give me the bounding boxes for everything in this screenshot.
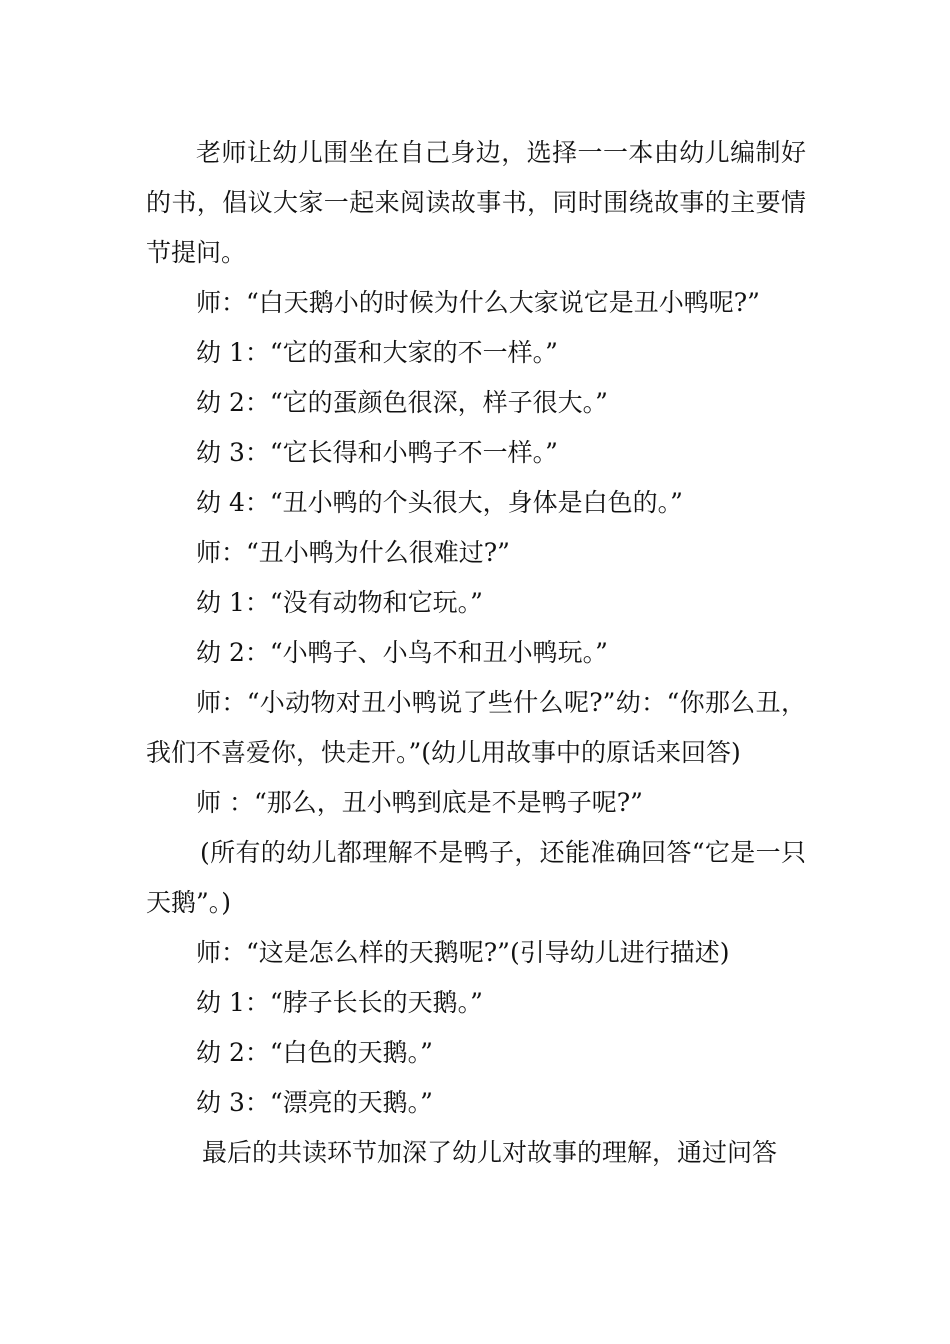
paragraph-child-answer-6: 幼 2：“小鸭子、小鸟不和丑小鸭玩。” [196,638,608,667]
paragraph-teacher-question-5: 师：“这是怎么样的天鹅呢?”(引导幼儿进行描述) [196,938,730,967]
paragraph-child-answer-1: 幼 1：“它的蛋和大家的不一样。” [196,338,558,367]
paragraph-child-answer-5: 幼 1：“没有动物和它玩。” [196,588,483,617]
paragraph-teacher-question-2: 师：“丑小鸭为什么很难过?” [196,538,510,567]
document-body [146,128,806,1178]
paragraph-teacher-question-4: 师 ：“那么，丑小鸭到底是不是鸭子呢?” [196,788,643,817]
paragraph-child-answer-7: 幼 1：“脖子长长的天鹅。” [196,988,483,1017]
paragraph-child-answer-8: 幼 2：“白色的天鹅。” [196,1038,433,1067]
paragraph-teacher-question-3: 师：“小动物对丑小鸭说了些什么呢?”幼：“你那么丑，我们不喜爱你，快走开。”(幼儿用故事中的原话来回答) [146,688,806,767]
paragraph-intro: 老师让幼儿围坐在自己身边，选择一一本由幼儿编制好的书，倡议大家一起来阅读故事书，同时围绕故事的主要情节提问。 [146,138,806,267]
paragraph-child-answer-2: 幼 2：“它的蛋颜色很深，样子很大。” [196,388,608,417]
paragraph-child-answer-4: 幼 4：“丑小鸭的个头很大，身体是白色的。” [196,488,683,517]
paragraph-conclusion: 最后的共读环节加深了幼儿对故事的理解，通过问答 [202,1138,778,1167]
paragraph-teacher-question-1: 师：“白天鹅小的时候为什么大家说它是丑小鸭呢?” [196,288,760,317]
paragraph-note: (所有的幼儿都理解不是鸭子，还能准确回答“它是一只天鹅”。) [146,838,806,917]
paragraph-child-answer-9: 幼 3：“漂亮的天鹅。” [196,1088,433,1117]
paragraph-child-answer-3: 幼 3：“它长得和小鸭子不一样。” [196,438,558,467]
